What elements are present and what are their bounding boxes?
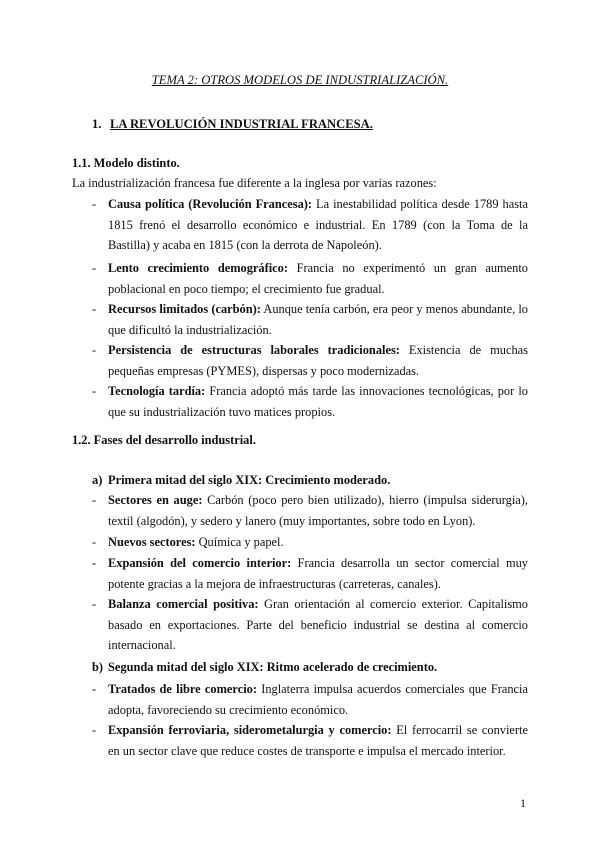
item-label: Recursos limitados (carbón): — [108, 302, 261, 316]
item-text: La inestabilidad política desde 1789 hasta 1815 frenó el desarrollo económico e industrial. En 1789 (con la Toma de la Bastilla) y acaba en 1815 (con la derrota de Napoleón). — [108, 197, 528, 253]
list-item — [92, 720, 528, 761]
subsection-heading: 1.2. Fases del desarrollo industrial. — [72, 433, 256, 447]
list-item — [92, 340, 528, 381]
list-item — [92, 553, 528, 594]
list-item — [92, 194, 528, 256]
phase-heading — [92, 657, 528, 678]
item-text: Existencia de muchas pequeñas empresas (PYMES), dispersas y poco modernizadas. — [108, 343, 528, 378]
list-item — [92, 532, 528, 553]
bullet-dash: - — [92, 493, 97, 507]
section-title: LA REVOLUCIÓN INDUSTRIAL FRANCESA. — [110, 117, 373, 131]
section-number: 1. — [92, 117, 102, 131]
bullet-dash: - — [92, 197, 97, 211]
item-text: Inglaterra impulsa acuerdos comerciales que Francia adopta, favoreciendo su crecimiento económico. — [108, 682, 528, 717]
list-item — [92, 258, 528, 299]
bullet-dash: - — [92, 343, 97, 357]
bullet-dash: - — [92, 556, 97, 570]
item-label: Balanza comercial positiva: — [108, 597, 259, 611]
bullet-dash: - — [92, 261, 97, 275]
bullet-dash: - — [92, 723, 97, 737]
bullet-dash: - — [92, 535, 97, 549]
item-label: Tecnología tardía: — [108, 384, 206, 398]
list-item — [92, 594, 528, 656]
item-label: Sectores en auge: — [108, 493, 203, 507]
item-label: Expansión del comercio interior: — [108, 556, 292, 570]
phase-title: Segunda mitad del siglo XIX: Ritmo acelerado de crecimiento. — [108, 660, 438, 674]
bullet-dash: - — [92, 302, 97, 316]
item-text: Carbón (poco pero bien utilizado), hierro (impulsa siderurgia), textil (algodón), y sedero y lanero (muy importantes, sobre todo en Lyon). — [108, 493, 528, 528]
item-label: Persistencia de estructuras laborales tradicionales: — [108, 343, 400, 357]
item-text: El ferrocarril se convierte en un sector clave que reduce costes de transporte e impulsa el mercado interior. — [108, 723, 528, 758]
page-number: 1 — [520, 796, 526, 810]
subsection-heading: 1.1. Modelo distinto. — [72, 156, 180, 170]
item-text: Química y papel. — [195, 535, 284, 549]
phase-title: Primera mitad del siglo XIX: Crecimiento moderado. — [108, 473, 391, 487]
intro-paragraph: La industrialización francesa fue diferente a la inglesa por varias razones: — [72, 176, 437, 190]
phase-letter: a) — [92, 473, 103, 487]
item-text: Francia no experimentó un gran aumento poblacional en poco tiempo; el crecimiento fue gradual. — [108, 261, 528, 296]
item-label: Tratados de libre comercio: — [108, 682, 257, 696]
item-text: Aunque tenía carbón, era peor y menos abundante, lo que dificultó la industrialización. — [108, 302, 528, 337]
list-item — [92, 490, 528, 531]
item-text: Francia adoptó más tarde las innovaciones tecnológicas, por lo que su industrialización tuvo matices propios. — [108, 384, 528, 419]
list-item — [92, 299, 528, 340]
item-text: Gran orientación al comercio exterior. Capitalismo basado en exportaciones. Parte del beneficio industrial se destina al comercio internacional. — [108, 597, 529, 653]
phase-heading — [92, 470, 528, 491]
list-item — [92, 679, 528, 720]
item-label: Lento crecimiento demográfico: — [108, 261, 289, 275]
list-item — [92, 381, 528, 422]
document-title: TEMA 2: OTROS MODELOS DE INDUSTRIALIZACIÓN. — [151, 73, 449, 87]
bullet-dash: - — [92, 597, 97, 611]
bullet-dash: - — [92, 384, 97, 398]
section-heading — [92, 114, 548, 135]
item-label: Causa política (Revolución Francesa): — [108, 197, 313, 211]
item-label: Expansión ferroviaria, siderometalurgia y comercio: — [108, 723, 392, 737]
item-text: Francia desarrolla un sector comercial muy potente gracias a la mejora de infraestructuras (carreteras, canales). — [108, 556, 528, 591]
item-label: Nuevos sectores: — [108, 535, 196, 549]
phase-letter: b) — [92, 660, 104, 674]
bullet-dash: - — [92, 682, 97, 696]
